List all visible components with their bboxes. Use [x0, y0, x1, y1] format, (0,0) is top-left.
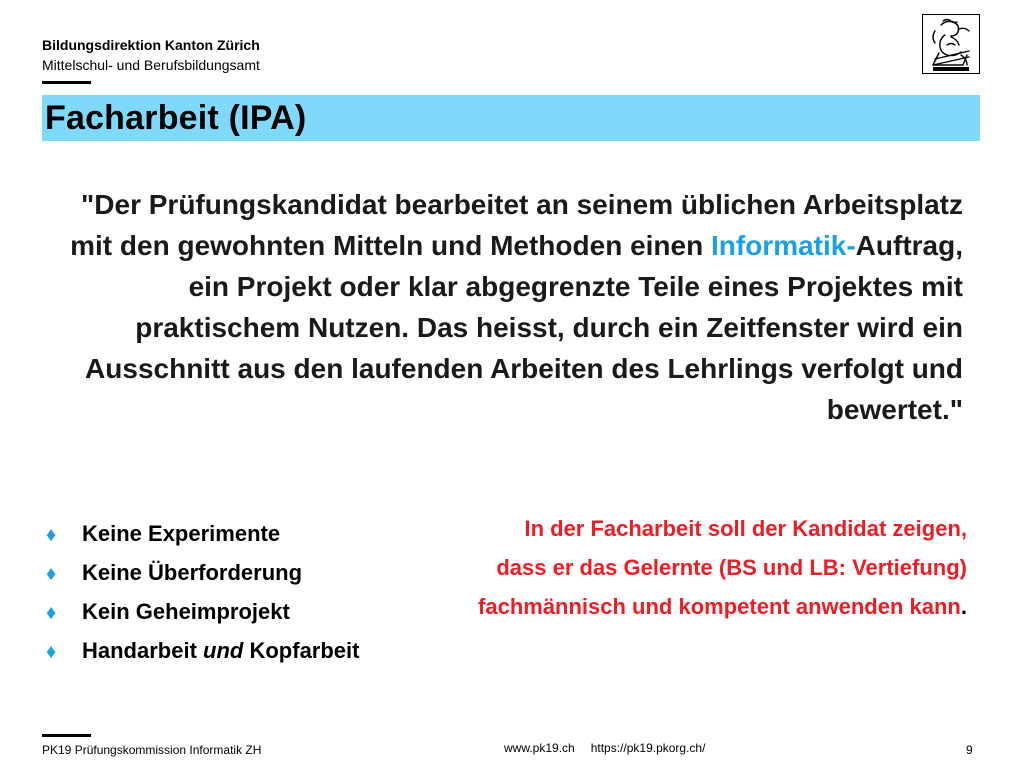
footer-organization: PK19 Prüfungskommission Informatik ZH: [42, 743, 262, 757]
page-number: 9: [966, 743, 973, 757]
list-item: [46, 592, 359, 631]
diamond-bullet-icon: ♦: [46, 563, 57, 585]
bullet-text-pre: Handarbeit: [82, 638, 204, 663]
note-text: In der Facharbeit soll der Kandidat zeigen, dass er das Gelernte (BS und LB: Vertiefung) fachmännisch und kompetent anwenden kann: [478, 516, 967, 619]
bullet-list: [46, 514, 359, 670]
footer-link-pkorg[interactable]: https://pk19.pkorg.ch/: [590, 741, 706, 755]
bullet-text-post: Kopfarbeit: [243, 638, 360, 663]
bullet-text: Keine Überforderung: [82, 560, 303, 585]
note-paragraph: [470, 509, 967, 626]
page-title: Facharbeit (IPA): [45, 99, 307, 137]
diamond-bullet-icon: ♦: [46, 602, 57, 624]
footer-links: [504, 741, 705, 755]
quote-text-start: "Der Prüfungskandidat bearbeitet an seinem üblichen Arbeitsplatz mit den gewohnten Mitteln und Methoden einen: [70, 189, 963, 261]
list-item: [46, 631, 359, 670]
quote-text-end: Auftrag, ein Projekt oder klar abgegrenzte Teile eines Projektes mit praktischem Nutzen. Das heisst, durch ein Zeitfenster wird ein Ausschnitt aus den laufenden Arbeiten des Lehrlings verfolgt und bewertet.": [85, 230, 963, 425]
diamond-bullet-icon: ♦: [46, 524, 57, 546]
org-name: Bildungsdirektion Kanton Zürich: [42, 37, 260, 53]
zurich-lion-crest-icon: [922, 14, 980, 74]
quote-highlight: Informatik-: [710, 230, 856, 261]
footer-link-pk19[interactable]: www.pk19.ch: [504, 741, 575, 755]
footer-rule: [42, 734, 91, 737]
list-item: [46, 553, 359, 592]
department-name: Mittelschul- und Berufsbildungsamt: [42, 57, 260, 73]
bullet-text: Kein Geheimprojekt: [82, 599, 290, 624]
bullet-text-emphasis: und: [203, 638, 244, 663]
bullet-text: Keine Experimente: [82, 521, 281, 546]
note-period: .: [960, 594, 967, 619]
diamond-bullet-icon: ♦: [46, 641, 57, 663]
quote-paragraph: [60, 184, 963, 430]
header-rule: [42, 81, 91, 84]
list-item: [46, 514, 359, 553]
